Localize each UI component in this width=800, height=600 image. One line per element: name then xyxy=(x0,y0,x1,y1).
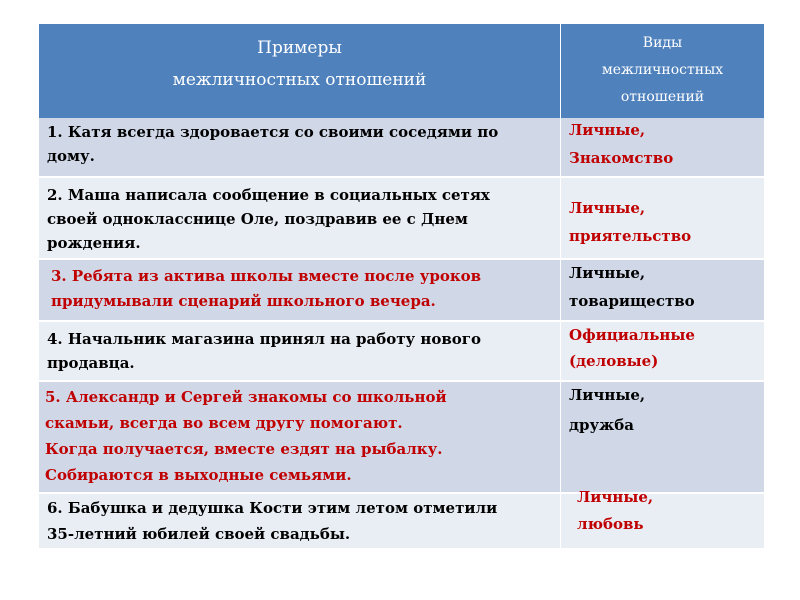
row-5-example-line: Собираются в выходные семьями. xyxy=(45,466,352,484)
header-examples-text xyxy=(39,32,560,96)
row-3-example-cell xyxy=(39,260,561,322)
row-5-example-cell xyxy=(39,382,561,494)
row-6-example-cell xyxy=(39,494,561,550)
row-1-example-cell xyxy=(39,118,561,178)
relationships-table xyxy=(39,24,764,568)
row-2-example-line: 2. Маша написала сообщение в социальных сетях xyxy=(47,186,490,204)
row-4-type-line: Официальные xyxy=(569,326,695,344)
row-6-example-line: 35-летний юбилей своей свадьбы. xyxy=(47,525,351,543)
row-1-example xyxy=(47,120,554,168)
row-6-type-cell xyxy=(561,488,764,550)
row-1-example-line: 1. Катя всегда здоровается со своими соседями по xyxy=(47,123,499,141)
row-3-example-line: придумывали сценарий школьного вечера. xyxy=(51,292,436,310)
header-examples-line2: межличностных отношений xyxy=(172,70,427,90)
row-2-type xyxy=(569,194,760,250)
row-5-type-line: дружба xyxy=(569,416,634,434)
row-1-type-cell xyxy=(561,118,764,178)
header-examples xyxy=(39,24,561,118)
header-types-line1: Виды xyxy=(642,35,683,51)
row-2-example-cell xyxy=(39,178,561,260)
header-types-text xyxy=(561,30,764,111)
row-3-example-line: 3. Ребята из актива школы вместе после уроков xyxy=(51,267,482,285)
row-2-example-line: рождения. xyxy=(47,234,141,252)
row-3-type-line: товарищество xyxy=(569,292,695,310)
row-1-type-line: Личные, xyxy=(569,121,646,139)
header-types-line2: межличностных xyxy=(601,62,724,78)
row-5-example-line: Когда получается, вместе ездят на рыбалку. xyxy=(45,440,443,458)
row-5-type-line: Личные, xyxy=(569,386,646,404)
row-1-type-line: Знакомство xyxy=(569,149,674,167)
row-2-example-line: своей однокласснице Оле, поздравив ее с Днем xyxy=(47,210,468,228)
row-1-example-line: дому. xyxy=(47,147,95,165)
row-4-example xyxy=(47,327,554,375)
row-6-type xyxy=(577,484,760,538)
row-5-type-cell xyxy=(561,382,764,494)
row-3-type-cell xyxy=(561,260,764,322)
row-4-example-line: продавца. xyxy=(47,354,135,372)
row-5-type xyxy=(569,380,760,440)
row-3-example xyxy=(51,264,554,314)
row-1-type xyxy=(569,116,760,172)
row-4-type-line: (деловые) xyxy=(569,352,659,370)
header-examples-line1: Примеры xyxy=(257,38,342,58)
row-4-type xyxy=(569,322,760,374)
row-4-example-cell xyxy=(39,322,561,382)
row-4-example-line: 4. Начальник магазина принял на работу нового xyxy=(47,330,481,348)
row-6-type-line: Личные, xyxy=(577,488,654,506)
row-5-example xyxy=(45,384,554,488)
row-6-example-line: 6. Бабушка и дедушка Кости этим летом отметили xyxy=(47,499,498,517)
row-2-example xyxy=(47,183,554,255)
row-3-type-line: Личные, xyxy=(569,264,646,282)
row-3-type xyxy=(569,259,760,315)
header-types-line3: отношений xyxy=(620,89,705,105)
row-2-type-cell xyxy=(561,178,764,260)
row-6-example xyxy=(47,495,554,547)
row-6-type-line: любовь xyxy=(577,515,644,533)
row-5-example-line: 5. Александр и Сергей знакомы со школьной xyxy=(45,388,447,406)
header-types xyxy=(561,24,764,118)
row-5-example-line: скамьи, всегда во всем другу помогают. xyxy=(45,414,403,432)
row-2-type-line: приятельство xyxy=(569,227,692,245)
row-4-type-cell xyxy=(561,322,764,382)
row-2-type-line: Личные, xyxy=(569,199,646,217)
